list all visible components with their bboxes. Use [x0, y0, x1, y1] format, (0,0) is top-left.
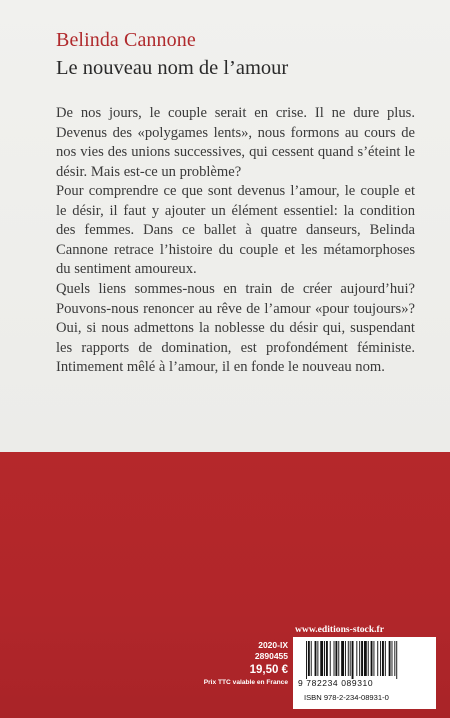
blurb-paragraph: Pour comprendre ce que sont devenus l’amour, le couple et le désir, il faut y ajouter un élément essentiel: la condition des femmes. Dans ce ballet à quatre danseurs, Belinda Cannone retrace l’histoire du couple et les métamorphoses du sentiment amoureux.: [56, 183, 415, 278]
barcode-bar: [359, 641, 360, 676]
barcode-bar: [334, 641, 335, 676]
isbn: ISBN 978-2-234-08931-0: [304, 693, 389, 702]
barcode-bar: [326, 641, 328, 676]
barcode-bar: [315, 641, 317, 676]
barcode-bar: [389, 641, 391, 676]
barcode-bar: [382, 641, 384, 676]
publisher-website: www.editions-stock.fr: [295, 624, 385, 635]
barcode-bar: [335, 641, 337, 676]
barcode-bar: [308, 641, 310, 676]
barcode-bar: [385, 641, 386, 676]
blurb-paragraph: Quels liens sommes-nous en train de créer aujourd’hui? Pouvons-nous renoncer au rêve de l’amour «pour toujours»? Oui, si nous admettons la noblesse du désir qui, suspendant les rapports de domination, est profondément féministe. Intimement mêlé à l’amour, il en fonde le nouveau nom.: [56, 281, 415, 376]
price: 19,50 €: [249, 664, 288, 676]
barcode-bar: [352, 641, 354, 679]
print-code: 2020-IX: [258, 640, 288, 650]
barcode-bar: [380, 641, 381, 676]
price-note: Prix TTC valable en France: [203, 679, 288, 686]
barcode-bar: [371, 641, 373, 676]
barcode-bar: [368, 641, 369, 676]
price-block: [204, 640, 288, 688]
barcode-bar: [394, 641, 395, 676]
author-name: Belinda Cannone: [56, 29, 196, 51]
barcode-bar: [317, 641, 318, 676]
barcode-bar: [361, 641, 363, 676]
barcode-bar: [350, 641, 351, 676]
blurb-paragraph: De nos jours, le couple serait en crise. Il ne dure plus. Devenus des «polygames lents», nous formons au cours de nos vies des unions successives, qui cessent quand s’éteint le désir. Mais est-ce un problème?: [56, 105, 415, 180]
barcode-bar: [348, 641, 349, 676]
barcode-bar: [377, 641, 378, 676]
barcode-bar: [341, 641, 344, 676]
barcode-bar: [311, 641, 312, 676]
barcode-bar: [306, 641, 307, 679]
barcode-bar: [324, 641, 325, 676]
product-code: 2890455: [254, 651, 288, 661]
barcode-bar: [330, 641, 331, 676]
book-title: Le nouveau nom de l’amour: [56, 57, 289, 79]
barcode: [293, 637, 436, 709]
barcode-bar: [373, 641, 374, 676]
barcode-bar: [392, 641, 393, 676]
barcode-bar: [338, 641, 339, 676]
barcode-bar: [356, 641, 357, 676]
barcode-bar: [320, 641, 323, 676]
barcode-bar: [345, 641, 346, 676]
barcode-bars: [293, 637, 436, 681]
barcode-bar: [396, 641, 397, 679]
barcode-digits: 9 782234 089310: [298, 678, 374, 688]
barcode-bar: [364, 641, 367, 676]
